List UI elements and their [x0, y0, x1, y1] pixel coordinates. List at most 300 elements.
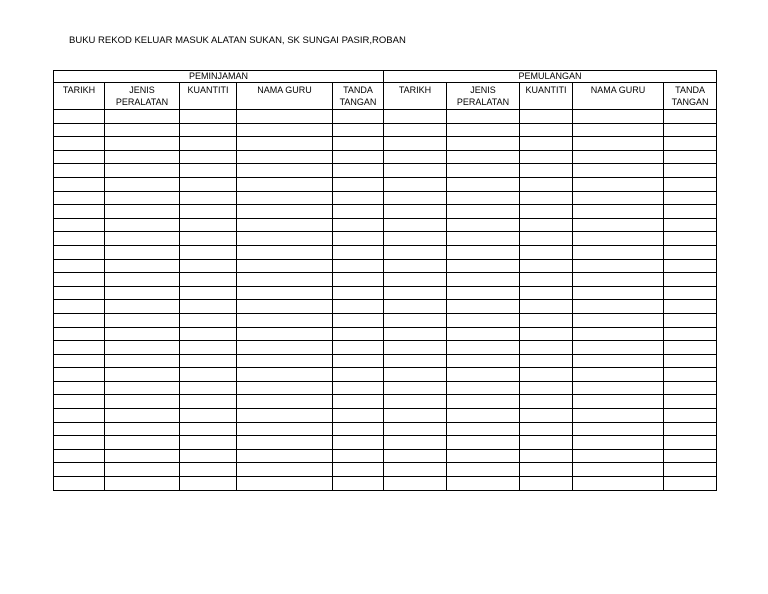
table-cell: [384, 245, 447, 259]
table-row: [54, 123, 717, 137]
table-cell: [447, 273, 520, 287]
table-cell: [664, 164, 717, 178]
table-cell: [54, 259, 105, 273]
table-cell: [573, 422, 664, 436]
table-cell: [573, 150, 664, 164]
table-cell: [105, 205, 180, 219]
table-row: [54, 422, 717, 436]
table-cell: [520, 409, 573, 423]
column-header: JENIS PERALATAN: [447, 83, 520, 110]
table-cell: [333, 286, 384, 300]
table-cell: [54, 218, 105, 232]
table-cell: [180, 436, 237, 450]
table-cell: [54, 232, 105, 246]
table-cell: [180, 313, 237, 327]
table-cell: [520, 123, 573, 137]
table-cell: [447, 422, 520, 436]
table-cell: [573, 110, 664, 124]
table-cell: [520, 110, 573, 124]
table-cell: [333, 191, 384, 205]
table-row: [54, 449, 717, 463]
table-cell: [520, 177, 573, 191]
table-cell: [447, 327, 520, 341]
table-cell: [54, 300, 105, 314]
column-header: TANDA TANGAN: [664, 83, 717, 110]
table-cell: [520, 422, 573, 436]
table-cell: [664, 137, 717, 151]
table-cell: [180, 286, 237, 300]
table-cell: [664, 259, 717, 273]
table-cell: [520, 164, 573, 178]
table-cell: [447, 232, 520, 246]
table-cell: [54, 409, 105, 423]
table-cell: [333, 449, 384, 463]
table-cell: [384, 395, 447, 409]
table-cell: [54, 164, 105, 178]
table-cell: [447, 381, 520, 395]
table-cell: [384, 409, 447, 423]
table-cell: [520, 354, 573, 368]
section-header-pemulangan: PEMULANGAN: [384, 71, 717, 83]
table-cell: [664, 368, 717, 382]
table-cell: [180, 191, 237, 205]
table-cell: [384, 422, 447, 436]
table-cell: [573, 137, 664, 151]
table-cell: [573, 164, 664, 178]
table-cell: [664, 381, 717, 395]
table-cell: [333, 327, 384, 341]
table-cell: [54, 123, 105, 137]
table-row: [54, 354, 717, 368]
table-row: [54, 110, 717, 124]
table-cell: [573, 354, 664, 368]
table-cell: [573, 300, 664, 314]
table-cell: [384, 463, 447, 477]
table-cell: [384, 191, 447, 205]
table-row: [54, 245, 717, 259]
table-cell: [573, 463, 664, 477]
table-body: [54, 110, 717, 491]
table-cell: [520, 205, 573, 219]
table-cell: [105, 449, 180, 463]
table-cell: [180, 341, 237, 355]
table-cell: [180, 110, 237, 124]
table-cell: [520, 341, 573, 355]
table-cell: [237, 327, 333, 341]
table-cell: [664, 436, 717, 450]
table-cell: [333, 313, 384, 327]
table-cell: [573, 259, 664, 273]
table-cell: [54, 327, 105, 341]
table-cell: [333, 177, 384, 191]
table-cell: [520, 463, 573, 477]
table-row: [54, 286, 717, 300]
table-cell: [180, 245, 237, 259]
table-cell: [333, 409, 384, 423]
table-row: [54, 137, 717, 151]
table-cell: [447, 354, 520, 368]
table-cell: [105, 436, 180, 450]
table-cell: [447, 409, 520, 423]
table-cell: [333, 354, 384, 368]
table-cell: [447, 477, 520, 491]
table-cell: [520, 395, 573, 409]
table-cell: [333, 218, 384, 232]
table-cell: [237, 368, 333, 382]
table-cell: [664, 395, 717, 409]
table-cell: [573, 477, 664, 491]
table-cell: [664, 232, 717, 246]
column-header-row: [54, 83, 717, 110]
table-cell: [447, 463, 520, 477]
table-cell: [520, 218, 573, 232]
table-row: [54, 205, 717, 219]
table-cell: [520, 300, 573, 314]
table-cell: [180, 463, 237, 477]
section-header-row: [54, 71, 717, 83]
table-cell: [54, 341, 105, 355]
column-header: TARIKH: [54, 83, 105, 110]
table-cell: [54, 150, 105, 164]
table-cell: [237, 177, 333, 191]
table-cell: [333, 259, 384, 273]
table-cell: [180, 232, 237, 246]
table-cell: [237, 436, 333, 450]
table-cell: [520, 313, 573, 327]
table-cell: [573, 409, 664, 423]
table-cell: [664, 449, 717, 463]
table-cell: [105, 477, 180, 491]
table-cell: [180, 273, 237, 287]
table-cell: [333, 477, 384, 491]
table-cell: [447, 150, 520, 164]
table-cell: [105, 218, 180, 232]
table-cell: [237, 286, 333, 300]
table-cell: [664, 150, 717, 164]
table-cell: [180, 123, 237, 137]
table-cell: [520, 449, 573, 463]
table-cell: [237, 477, 333, 491]
table-cell: [520, 232, 573, 246]
table-cell: [105, 313, 180, 327]
table-cell: [237, 259, 333, 273]
table-cell: [520, 327, 573, 341]
table-cell: [664, 177, 717, 191]
table-cell: [105, 422, 180, 436]
table-cell: [573, 381, 664, 395]
table-cell: [664, 218, 717, 232]
table-cell: [384, 381, 447, 395]
table-cell: [105, 327, 180, 341]
table-cell: [105, 463, 180, 477]
table-cell: [180, 218, 237, 232]
table-row: [54, 300, 717, 314]
table-cell: [664, 191, 717, 205]
table-cell: [384, 368, 447, 382]
table-cell: [333, 150, 384, 164]
table-cell: [54, 368, 105, 382]
table-cell: [573, 313, 664, 327]
table-cell: [573, 436, 664, 450]
table-cell: [664, 409, 717, 423]
table-cell: [105, 232, 180, 246]
table-cell: [333, 205, 384, 219]
table-cell: [54, 273, 105, 287]
table-row: [54, 381, 717, 395]
table-cell: [54, 395, 105, 409]
table-cell: [573, 273, 664, 287]
table-cell: [237, 449, 333, 463]
table-cell: [664, 273, 717, 287]
table-cell: [664, 463, 717, 477]
table-cell: [664, 313, 717, 327]
table-cell: [237, 463, 333, 477]
table-cell: [54, 191, 105, 205]
equipment-log-table: [53, 70, 717, 491]
table-cell: [105, 110, 180, 124]
table-cell: [333, 273, 384, 287]
table-cell: [664, 477, 717, 491]
table-cell: [447, 436, 520, 450]
table-cell: [105, 259, 180, 273]
table-cell: [447, 341, 520, 355]
table-cell: [333, 110, 384, 124]
table-cell: [105, 273, 180, 287]
table-cell: [447, 123, 520, 137]
table-cell: [447, 218, 520, 232]
table-cell: [520, 273, 573, 287]
table-cell: [384, 273, 447, 287]
table-cell: [237, 300, 333, 314]
table-cell: [237, 245, 333, 259]
table-cell: [384, 449, 447, 463]
table-cell: [573, 395, 664, 409]
table-cell: [664, 245, 717, 259]
table-cell: [333, 164, 384, 178]
table-row: [54, 409, 717, 423]
table-cell: [333, 422, 384, 436]
table-row: [54, 341, 717, 355]
table-cell: [237, 354, 333, 368]
table-cell: [54, 422, 105, 436]
table-cell: [105, 409, 180, 423]
table-cell: [333, 341, 384, 355]
table-cell: [664, 422, 717, 436]
table-row: [54, 477, 717, 491]
column-header: TANDA TANGAN: [333, 83, 384, 110]
table-cell: [664, 354, 717, 368]
table-cell: [237, 123, 333, 137]
column-header: KUANTITI: [180, 83, 237, 110]
table-cell: [237, 313, 333, 327]
table-cell: [520, 368, 573, 382]
table-cell: [384, 286, 447, 300]
table-cell: [520, 137, 573, 151]
column-header: NAMA GURU: [573, 83, 664, 110]
table-cell: [664, 205, 717, 219]
table-cell: [384, 313, 447, 327]
table-cell: [384, 436, 447, 450]
table-cell: [105, 354, 180, 368]
table-cell: [333, 436, 384, 450]
table-cell: [105, 137, 180, 151]
table-cell: [384, 110, 447, 124]
table-cell: [384, 232, 447, 246]
table-cell: [237, 395, 333, 409]
table-cell: [54, 463, 105, 477]
document-title: BUKU REKOD KELUAR MASUK ALATAN SUKAN, SK SUNGAI PASIR,ROBAN: [69, 35, 406, 46]
table-cell: [447, 177, 520, 191]
table-cell: [664, 123, 717, 137]
table-row: [54, 395, 717, 409]
table-cell: [384, 354, 447, 368]
table-cell: [664, 110, 717, 124]
table-cell: [384, 327, 447, 341]
table-cell: [333, 123, 384, 137]
table-cell: [447, 286, 520, 300]
table-cell: [105, 381, 180, 395]
table-cell: [447, 313, 520, 327]
table-cell: [520, 245, 573, 259]
table-cell: [447, 368, 520, 382]
table-cell: [333, 232, 384, 246]
table-row: [54, 164, 717, 178]
table-cell: [54, 477, 105, 491]
table-cell: [54, 177, 105, 191]
table-cell: [180, 300, 237, 314]
table-cell: [447, 449, 520, 463]
table-cell: [384, 164, 447, 178]
table-cell: [54, 381, 105, 395]
table-cell: [180, 395, 237, 409]
table-cell: [180, 205, 237, 219]
table-row: [54, 259, 717, 273]
table-cell: [105, 177, 180, 191]
table-cell: [237, 150, 333, 164]
table-cell: [664, 341, 717, 355]
column-header: TARIKH: [384, 83, 447, 110]
table-row: [54, 313, 717, 327]
table-cell: [54, 205, 105, 219]
table-cell: [237, 273, 333, 287]
table-cell: [573, 123, 664, 137]
table-row: [54, 463, 717, 477]
table-cell: [333, 381, 384, 395]
table-cell: [54, 313, 105, 327]
table-cell: [54, 449, 105, 463]
table-row: [54, 368, 717, 382]
table-cell: [384, 341, 447, 355]
table-cell: [384, 205, 447, 219]
table-cell: [520, 191, 573, 205]
table-cell: [573, 286, 664, 300]
table-row: [54, 327, 717, 341]
table-cell: [237, 191, 333, 205]
table-cell: [447, 164, 520, 178]
table-cell: [384, 300, 447, 314]
table-cell: [180, 137, 237, 151]
table-cell: [384, 259, 447, 273]
table-cell: [573, 449, 664, 463]
table-cell: [447, 395, 520, 409]
table-cell: [180, 409, 237, 423]
table-cell: [105, 341, 180, 355]
table-cell: [573, 191, 664, 205]
table-cell: [447, 300, 520, 314]
table-row: [54, 232, 717, 246]
table-cell: [573, 327, 664, 341]
table-cell: [520, 436, 573, 450]
table-cell: [573, 232, 664, 246]
table-cell: [447, 245, 520, 259]
table-cell: [237, 232, 333, 246]
table-cell: [180, 177, 237, 191]
table-cell: [237, 422, 333, 436]
table-cell: [520, 381, 573, 395]
table-cell: [520, 259, 573, 273]
table-cell: [105, 300, 180, 314]
table-cell: [105, 286, 180, 300]
table-cell: [180, 449, 237, 463]
table-cell: [573, 368, 664, 382]
table-cell: [573, 177, 664, 191]
table-cell: [54, 137, 105, 151]
table-cell: [54, 436, 105, 450]
column-header: JENIS PERALATAN: [105, 83, 180, 110]
table-cell: [384, 177, 447, 191]
table-cell: [573, 218, 664, 232]
table-row: [54, 218, 717, 232]
table-cell: [447, 259, 520, 273]
table-cell: [180, 354, 237, 368]
table-cell: [54, 354, 105, 368]
table-cell: [237, 205, 333, 219]
table-cell: [237, 381, 333, 395]
table-cell: [384, 218, 447, 232]
table-cell: [573, 245, 664, 259]
table-cell: [520, 150, 573, 164]
table-cell: [333, 137, 384, 151]
table-cell: [237, 341, 333, 355]
table-cell: [384, 477, 447, 491]
table-row: [54, 191, 717, 205]
table-cell: [520, 477, 573, 491]
table-cell: [384, 150, 447, 164]
table-cell: [573, 205, 664, 219]
table-cell: [105, 150, 180, 164]
table-cell: [664, 300, 717, 314]
table-cell: [180, 150, 237, 164]
table-cell: [447, 205, 520, 219]
table-cell: [54, 245, 105, 259]
table-row: [54, 273, 717, 287]
table-cell: [447, 137, 520, 151]
table-cell: [180, 381, 237, 395]
table-row: [54, 150, 717, 164]
section-header-peminjaman: PEMINJAMAN: [54, 71, 384, 83]
table-cell: [664, 286, 717, 300]
table-cell: [573, 341, 664, 355]
table-cell: [105, 191, 180, 205]
table-cell: [105, 245, 180, 259]
table-row: [54, 436, 717, 450]
column-header: NAMA GURU: [237, 83, 333, 110]
table-cell: [105, 368, 180, 382]
table-cell: [237, 218, 333, 232]
table-cell: [180, 327, 237, 341]
table-cell: [447, 110, 520, 124]
table-cell: [333, 245, 384, 259]
